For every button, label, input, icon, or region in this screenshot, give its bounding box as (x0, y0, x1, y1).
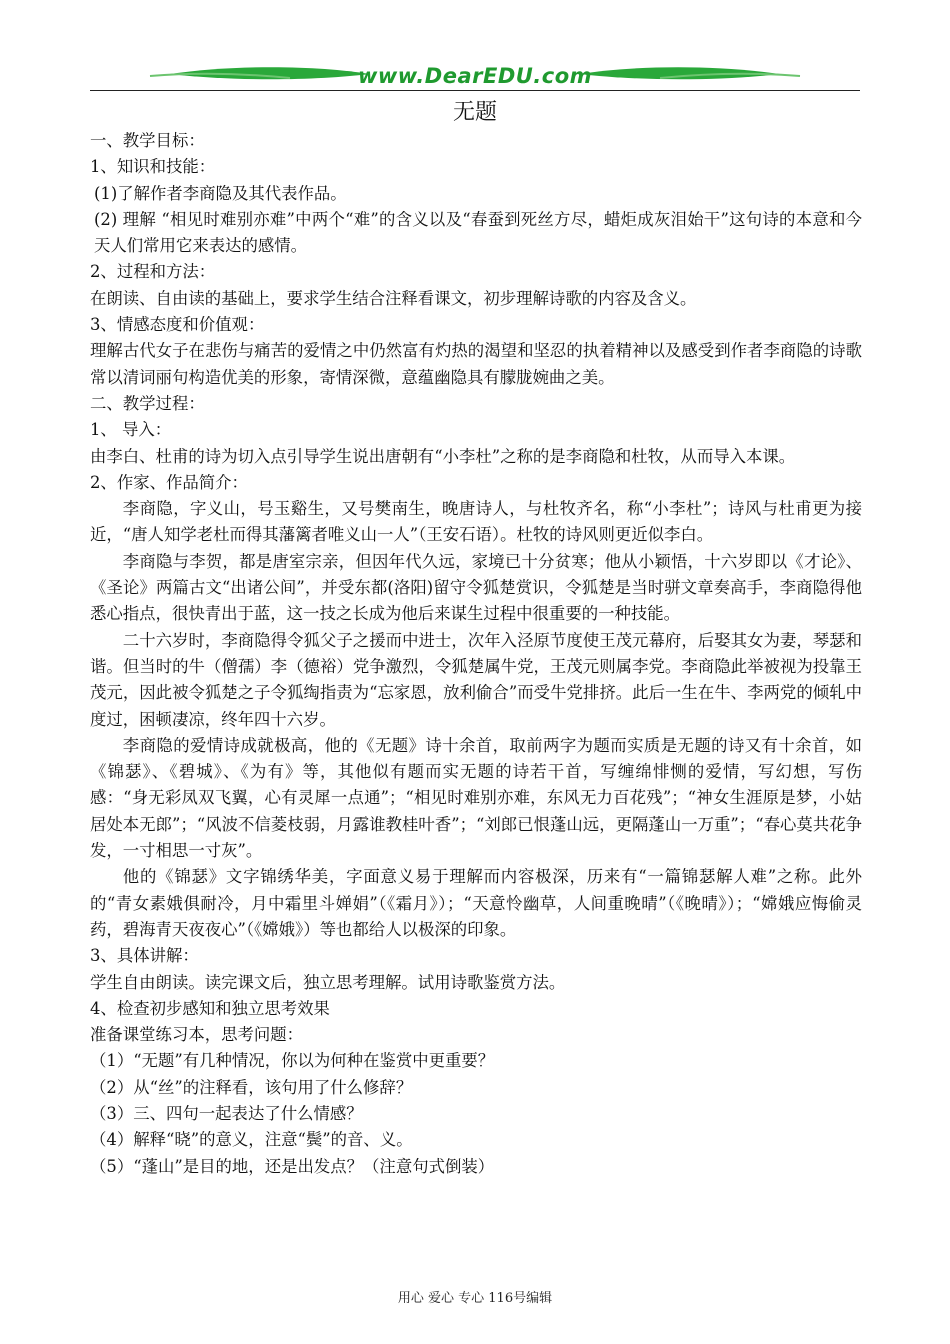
question-item: （2）从“丝”的注释看，该句用了什么修辞？ (90, 1077, 413, 1097)
subsection-heading: 2、作家、作品简介： (90, 472, 248, 492)
page-title: 无题 (452, 100, 497, 125)
header-banner (90, 60, 860, 94)
paragraph: 在朗读、自由读的基础上，要求学生结合注释看课文，初步理解诗歌的内容及含义。 (90, 288, 697, 308)
paragraph: 李商隐，字义山，号玉谿生，又号樊南生，晚唐诗人，与杜牧齐名，称“小李杜”；诗风与杜甫更为接近，“唐人知学老杜而得其藩篱者唯义山一人”（王安石语）。杜牧的诗风则更近似李白。 (90, 499, 862, 545)
paragraph: 学生自由朗读。读完课文后，独立思考理解。试用诗歌鉴赏方法。 (90, 972, 566, 992)
subsection-heading: 1、知识和技能： (90, 157, 216, 177)
question-item: （1）“无题”有几种情况，你以为何种在鉴赏中更重要？ (90, 1051, 495, 1071)
list-item: (1)了解作者李商隐及其代表作品。 (94, 183, 347, 203)
section-heading: 一、教学目标： (90, 131, 205, 150)
subsection-heading: 3、情感态度和价值观： (90, 315, 265, 335)
section-heading: 二、教学过程： (90, 393, 205, 413)
subsection-heading: 4、检查初步感知和独立思考效果 (90, 998, 330, 1018)
paragraph: 二十六岁时，李商隐得令狐父子之援而中进士，次年入泾原节度使王茂元幕府，后娶其女为妻，琴瑟和谐。但当时的牛（僧孺）李（德裕）党争激烈，令狐楚属牛党，王茂元则属李党。李商隐此举被视为投靠王茂元，因此被令狐楚之子令狐绹指责为“忘家恩，放利偷合”而受牛党排挤。此后一生在牛、李两党的倾轧中度过，困顿凄凉，终年四十六岁。 (90, 630, 862, 729)
site-url[interactable]: www.DearEDU.com (357, 64, 593, 88)
page-footer: 用心 爱心 专心 116号编辑 (397, 1291, 553, 1306)
subsection-heading: 2、过程和方法： (90, 262, 216, 282)
paragraph: 准备课堂练习本，思考问题： (90, 1025, 304, 1045)
paragraph: 李商隐的爱情诗成就极高，他的《无题》诗十余首，取前两字为题而实质是无题的诗又有十余首，如《锦瑟》、《碧城》、《为有》等，其他似有题而实无题的诗若干首，写缠绵悱恻的爱情，写幻想，写伤感：“身无彩凤双飞翼，心有灵犀一点通”；“相见时难别亦难，东风无力百花残”；“神女生涯原是梦，小姑居处本无郎”；“风波不信菱枝弱，月露谁教桂叶香”；“刘郎已恨蓬山远，更隔蓬山一万重”；“春心莫共花争发，一寸相思一寸灰”。 (90, 735, 862, 861)
question-item: （4）解释“晓”的意义，注意“鬓”的音、义。 (90, 1130, 413, 1150)
list-item: (2) 理解 “相见时难别亦难”中两个“难”的含义以及“春蚕到死丝方尽，蜡炬成灰泪始干”这句诗的本意和今天人们常用它来表达的感情。 (94, 209, 862, 256)
paragraph: 他的《锦瑟》文字锦绣华美，字面意义易于理解而内容极深，历来有“一篇锦瑟解人难”之称。此外的“青女素娥俱耐冷，月中霜里斗婵娟”（《霜月》）；“天意怜幽草，人间重晚晴”（《晚晴》）；“嫦娥应悔偷灵药，碧海青天夜夜心”（《嫦娥》）等也都给人以极深的印象。 (90, 867, 862, 939)
document-body (90, 128, 862, 1180)
question-item: （3）三、四句一起表达了什么情感？ (90, 1103, 363, 1123)
paragraph: 由李白、杜甫的诗为切入点引导学生说出唐朝有“小李杜”之称的是李商隐和杜牧，从而导入本课。 (90, 446, 796, 466)
paragraph: 理解古代女子在悲伤与痛苦的爱情之中仍然富有灼热的渴望和坚忍的执着精神以及感受到作者李商隐的诗歌常以清词丽句构造优美的形象，寄情深微，意蕴幽隐具有朦胧婉曲之美。 (90, 341, 862, 387)
paragraph: 李商隐与李贺，都是唐室宗亲，但因年代久远，家境已十分贫寒；他从小颖悟，十六岁即以《才论》、《圣论》两篇古文“出诸公间”，并受东都(洛阳)留守令狐楚赏识，令狐楚是当时骈文章奏高手，李商隐得他悉心指点，很快青出于蓝，这一技之长成为他后来谋生过程中很重要的一种技能。 (90, 551, 862, 624)
header-divider (90, 90, 860, 91)
question-item: （5）“蓬山”是目的地，还是出发点？（注意句式倒装） (90, 1156, 495, 1176)
subsection-heading: 3、具体讲解： (90, 946, 199, 966)
subsection-heading: 1、 导入： (90, 420, 172, 440)
